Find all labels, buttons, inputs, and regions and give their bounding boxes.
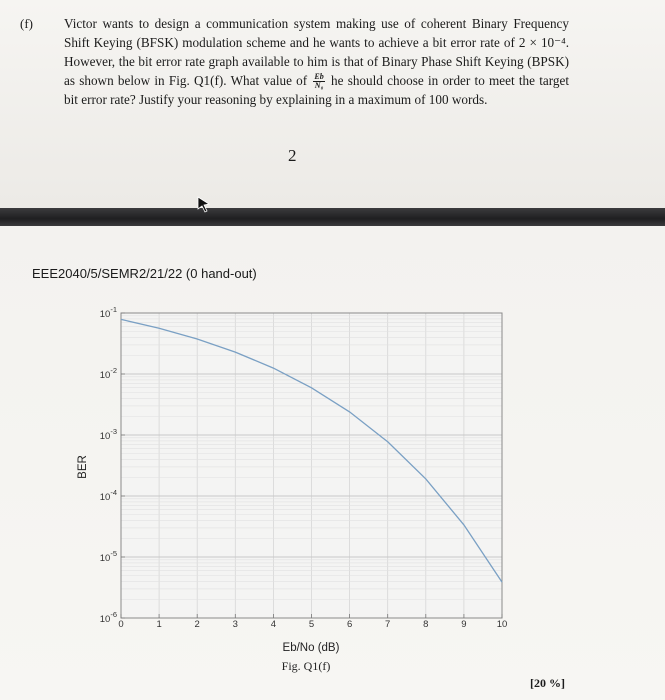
question-text-part2: he should choose in order to meet the target bit error rate? Justify your reasoning by explaining in a maximum of 100 words. (64, 73, 570, 108)
y-tick-label: $10^{-4}$ (99, 488, 117, 503)
y-axis-label: BER (77, 455, 89, 479)
x-tick-label: 3 (232, 619, 238, 630)
x-tick-label: 9 (461, 619, 467, 630)
page-number: 2 (288, 146, 297, 165)
y-tick-label: $10^{-1}$ (99, 305, 117, 320)
x-tick-label: 7 (385, 619, 391, 630)
fraction-denominator: N₀ (314, 81, 324, 91)
y-tick-label: $10^{-6}$ (99, 610, 117, 625)
x-axis-label: Eb/No (dB) (282, 642, 340, 654)
question-text-part1: Victor wants to design a communication system making use of coherent Binary Frequency Shift Keying (BFSK) modulation scheme and he wants to achieve a bit error rate of 2 × 10⁻⁴. However, the bit error rate graph available to him is that of Binary Phase Shift Keying (BPSK) as shown below in Fig. Q1(f). What value of (64, 16, 569, 88)
x-tick-label: 10 (496, 619, 508, 630)
x-tick-label: 2 (194, 619, 200, 630)
question-number: (f) (20, 16, 33, 31)
y-tick-label: $10^{-3}$ (99, 427, 117, 442)
y-tick-label: $10^{-5}$ (99, 549, 117, 564)
x-tick-label: 5 (308, 619, 315, 630)
x-tick-label: 6 (346, 619, 353, 630)
marks-label: [20 %] (530, 676, 565, 690)
exam-code-header: EEE2040/5/SEMR2/21/22 (0 hand-out) (32, 266, 257, 281)
x-tick-label: 8 (423, 619, 429, 630)
figure-caption: Fig. Q1(f) (281, 659, 331, 673)
y-tick-label: $10^{-2}$ (99, 366, 117, 381)
x-tick-label: 0 (118, 619, 124, 630)
x-tick-label: 1 (156, 619, 162, 630)
fraction-numerator: Eb (314, 72, 324, 82)
x-tick-label: 4 (270, 619, 277, 630)
